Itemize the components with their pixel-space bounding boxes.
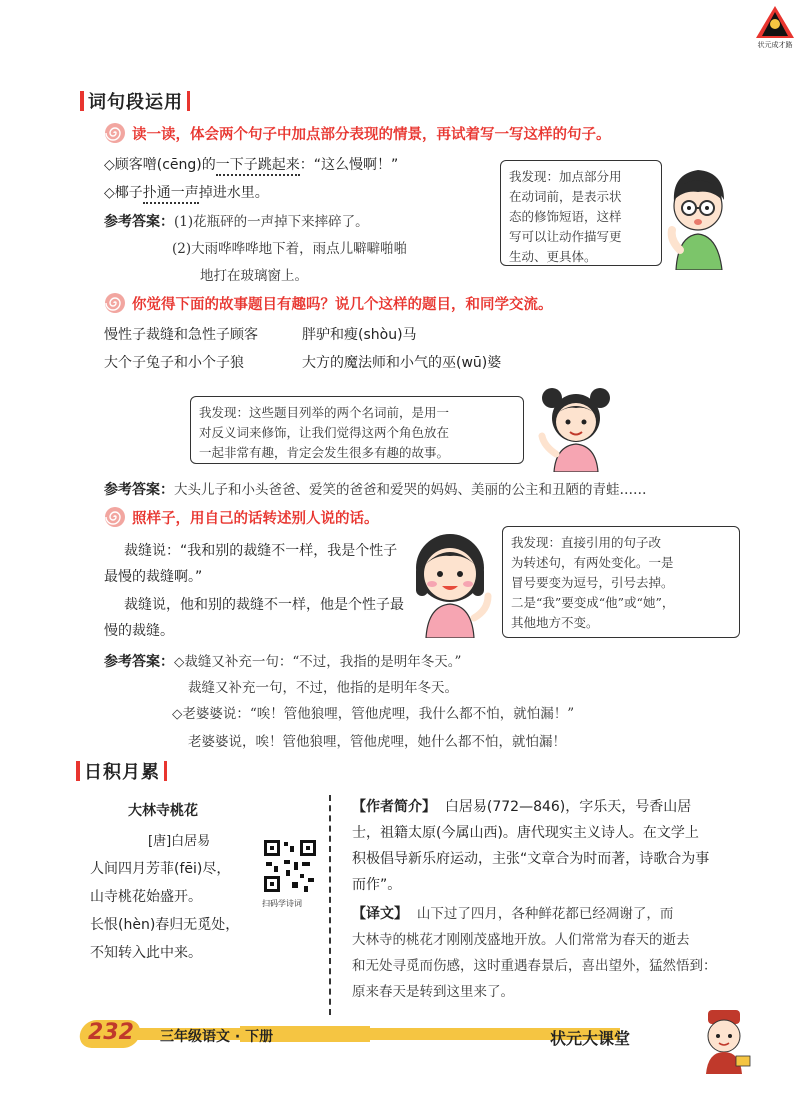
spiral-icon (104, 122, 126, 144)
answer-text: ◇裁缝又补充一句：“不过，我指的是明年冬天。” (174, 654, 462, 670)
answer-text: (1)花瓶砰的一声掉下来摔碎了。 (174, 214, 369, 230)
task1-prompt-text: 读一读，体会两个句子中加点部分表现的情景，再试着写一写这样的句子。 (132, 126, 611, 143)
translation-line-3: 和无处寻觅而伤感，这时重遇春景后，喜出望外，猛然悟到： (352, 958, 717, 974)
sentence-1: ◇顾客噌(cēng)的一下子跳起来：“这么慢啊！” (104, 154, 398, 174)
task3-answer-2b: 老婆婆说，唉！管他狼哩，管他虎哩，她什么都不怕，就怕漏！ (188, 734, 566, 750)
author-intro-line-2: 士，祖籍太原(今属山西)。唐代现实主义诗人。在文学上 (352, 825, 699, 841)
story-title-1: 慢性子裁缝和急性子顾客 (104, 327, 258, 343)
poem-line-4: 不知转入此中来。 (90, 945, 202, 961)
author-intro-line-1: 【作者简介】 白居易(772—846)，字乐天，号香山居 (352, 799, 692, 815)
task3-answer-1b: 裁缝又补充一句，不过，他指的是明年冬天。 (188, 680, 458, 696)
speech-bubble-1: 我发现：加点部分用 在动词前，是表示状 态的修饰短语，这样 写可以让动作描写更 生动、更具体。 (500, 160, 662, 266)
task1-answer-2b: 地打在玻璃窗上。 (200, 268, 308, 284)
section-header-daily-accumulation (76, 758, 167, 784)
girl-illustration-2 (404, 526, 496, 638)
translation-line-1: 【译文】 山下过了四月，各种鲜花都已经凋谢了，而 (352, 906, 674, 922)
spiral-icon (104, 506, 126, 528)
example-2a: 裁缝说，他和别的裁缝不一样，他是个性子最 (124, 597, 404, 613)
answer-label: 参考答案： (104, 214, 174, 230)
spiral-icon (104, 292, 126, 314)
qr-code[interactable] (262, 838, 318, 894)
section-header-word-usage (80, 88, 190, 114)
poem-line-2: 山寺桃花始盛开。 (90, 889, 202, 905)
task2-answer (104, 478, 647, 499)
dotted-phrase: 扑通一声 (143, 185, 199, 204)
task3-answer-2a: ◇老婆婆说：“唉！管他狼哩，管他虎哩，我什么都不怕，就怕漏！” (172, 706, 575, 722)
poem-author: [唐]白居易 (148, 834, 211, 849)
task1-answer-1 (104, 210, 369, 231)
section-title: 词句段运用 (88, 92, 183, 113)
logo-text: 状元成才路 (757, 41, 793, 49)
author-intro-label: 【作者简介】 (352, 799, 436, 815)
story-title-3: 大个子兔子和小个子狼 (104, 355, 244, 371)
page-number: 232 (88, 1020, 134, 1045)
poem-line-1: 人间四月芳菲(fēi)尽， (90, 861, 231, 877)
qr-label: 扫码学诗词 (262, 899, 302, 908)
author-intro-line-4: 而作”。 (352, 877, 402, 893)
task1-prompt (104, 122, 611, 144)
poem-line-3: 长恨(hèn)春归无觅处， (90, 917, 240, 933)
girl-illustration (534, 380, 618, 472)
sentence-2: ◇椰子扑通一声掉进水里。 (104, 182, 269, 202)
publisher-logo (754, 4, 796, 52)
example-1b: 最慢的裁缝啊。” (104, 569, 203, 585)
story-title-2: 胖驴和瘦(shòu)马 (302, 327, 417, 343)
section-title: 日积月累 (84, 762, 160, 783)
translation-line-2: 大林寺的桃花才刚刚茂盛地开放。人们常常为春天的逝去 (352, 932, 690, 948)
task2-prompt (104, 292, 553, 314)
brand-name: 状元大课堂 (550, 1029, 631, 1048)
boy-with-glasses-illustration (662, 160, 734, 270)
task2-prompt-text: 你觉得下面的故事题目有趣吗？说几个这样的题目，和同学交流。 (132, 296, 553, 313)
example-1a: 裁缝说：“我和别的裁缝不一样，我是个性子 (124, 543, 398, 559)
dashed-divider (329, 795, 331, 1015)
story-title-4: 大方的魔法师和小气的巫(wū)婆 (302, 355, 502, 371)
translation-line-4: 原来春天是转到这里来了。 (352, 984, 514, 1000)
task3-answer-1a (104, 650, 461, 671)
answer-text: 大头儿子和小头爸爸、爱笑的爸爸和爱哭的妈妈、美丽的公主和丑陋的青蛙…… (174, 482, 647, 498)
book-title: 三年级语文 · 下册 (160, 1029, 274, 1045)
dotted-phrase: 一下子跳起来 (216, 157, 300, 176)
translation-label: 【译文】 (352, 906, 408, 922)
task1-answer-2a: (2)大雨哗哗哗地下着，雨点儿噼噼啪啪 (172, 241, 408, 257)
speech-bubble-2: 我发现：这些题目列举的两个名词前，是用一 对反义词来修饰，让我们觉得这两个角色放在 一起非常有趣，肯定会发生很多有趣的故事。 (190, 396, 524, 464)
answer-label: 参考答案： (104, 482, 174, 498)
speech-bubble-3: 我发现：直接引用的句子改 为转述句，有两处变化。一是 冒号要变为逗号，引号去掉。 二是“我”要变成“他”或“她”， 其他地方不变。 (502, 526, 740, 638)
author-intro-line-3: 积极倡导新乐府运动，主张“文章合为时而著，诗歌合为事 (352, 851, 710, 867)
poem-title: 大林寺桃花 (128, 803, 198, 819)
mascot-illustration (688, 1008, 760, 1074)
task3-prompt (104, 506, 379, 528)
answer-label: 参考答案： (104, 654, 174, 670)
example-2b: 慢的裁缝。 (104, 623, 174, 639)
task3-prompt-text: 照样子，用自己的话转述别人说的话。 (132, 510, 379, 527)
